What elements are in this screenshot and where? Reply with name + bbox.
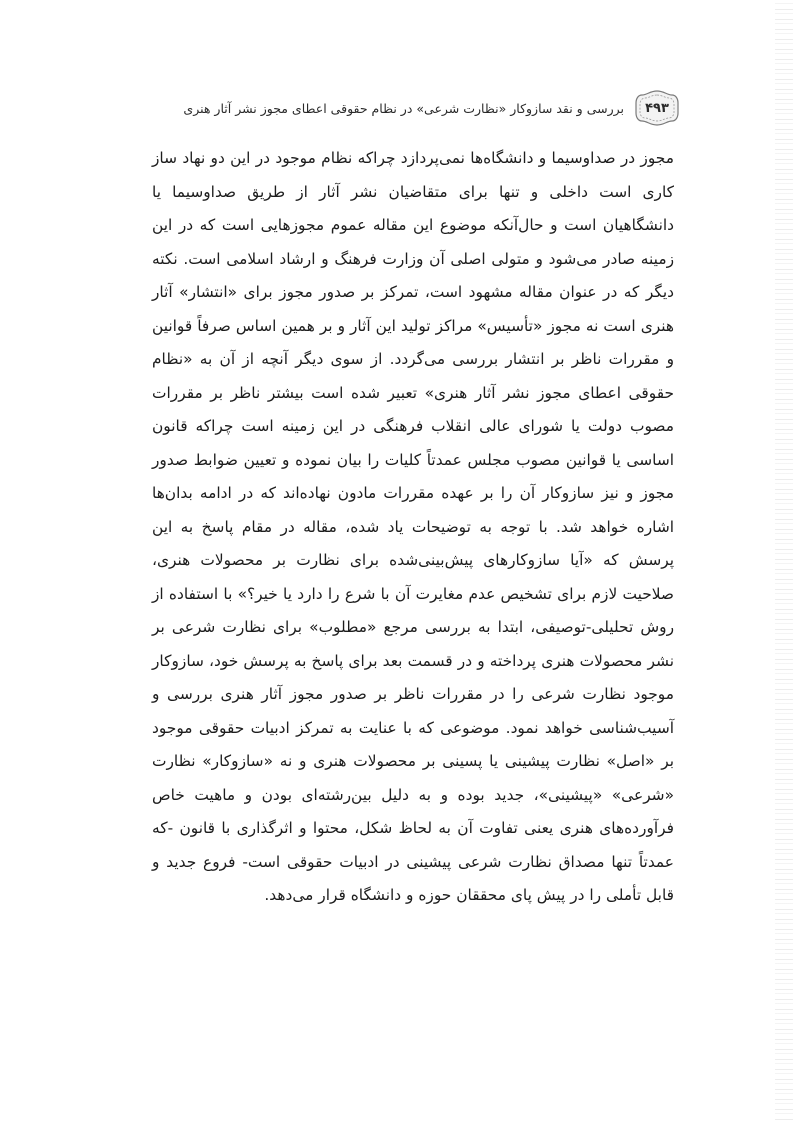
body-text-block xyxy=(152,142,674,913)
running-title: بررسی و نقد سازوکار «نظارت شرعی» در نظام حقوقی اعطای مجوز نشر آثار هنری xyxy=(183,100,624,116)
page-number: ۴۹۳ xyxy=(645,100,669,116)
scan-edge-artifact xyxy=(775,0,793,1123)
body-paragraph: مجوز در صداوسیما و دانشگاه‌ها نمی‌پردازد چراکه نظام موجود در این دو نهاد ساز کاری است داخلی و تنها برای متقاضیان نشر آثار از طریق صداوسیما یا دانشگاهیان است و حال‌آنکه موضوع این مقاله عموم مجوزهایی است که در این زمینه صادر می‌شود و متولی اصلی آن وزارت فرهنگ و ارشاد اسلامی است. نکته دیگر که در عنوان مقاله مشهود است، تمرکز بر صدور مجوز برای «انتشار» آثار هنری است نه مجوز «تأسیس» مراکز تولید این آثار و بر همین اساس صرفاً قوانین و مقررات ناظر بر انتشار بررسی می‌گردد. از سوی دیگر آنچه از آن به «نظام حقوقی اعطای مجوز نشر آثار هنری» تعبیر شده است بیشتر ناظر بر مقررات مصوب دولت یا شورای عالی انقلاب فرهنگی در این زمینه است چراکه قانون اساسی یا قوانین مصوب مجلس عمدتاً کلیات را بیان نموده و تعیین ضوابط صدور مجوز و نیز سازوکار آن را بر عهده مقررات مادون نهاده‌اند که در ادامه بدان‌ها اشاره خواهد شد. با توجه به توضیحات یاد شده، مقاله در مقام پاسخ به این پرسش که «آیا سازوکارهای پیش‌بینی‌شده برای نظارت بر محصولات هنری، صلاحیت لازم برای تشخیص عدم مغایرت آن با شرع را دارد یا خیر؟» با استفاده از روش تحلیلی-توصیفی، ابتدا به بررسی مرجع «مطلوب» برای نظارت شرعی بر نشر محصولات هنری پرداخته و در قسمت بعد برای پاسخ به پرسش خود، سازوکار موجود نظارت شرعی را در مقررات ناظر بر صدور مجوز آثار هنری بررسی و آسیب‌شناسی خواهد نمود. موضوعی که با عنایت به تمرکز ادبیات حقوقی موجود بر «اصل» نظارت پیشینی یا پسینی بر محصولات هنری و نه «سازوکار» نظارت «شرعی» «پیشینی»، جدید بوده و به دلیل بین‌رشته‌ای بودن و ماهیت خاص فرآورده‌های هنری یعنی تفاوت آن به لحاظ شکل، محتوا و اثرگذاری با قانون -که عمدتاً تنها مصداق نظارت شرعی پیشینی در ادبیات حقوقی است- فروع جدید و قابل تأملی را در پیش پای محققان حوزه و دانشگاه قرار می‌دهد. xyxy=(152,149,674,904)
page-number-badge xyxy=(634,89,680,127)
page-header xyxy=(140,86,680,130)
